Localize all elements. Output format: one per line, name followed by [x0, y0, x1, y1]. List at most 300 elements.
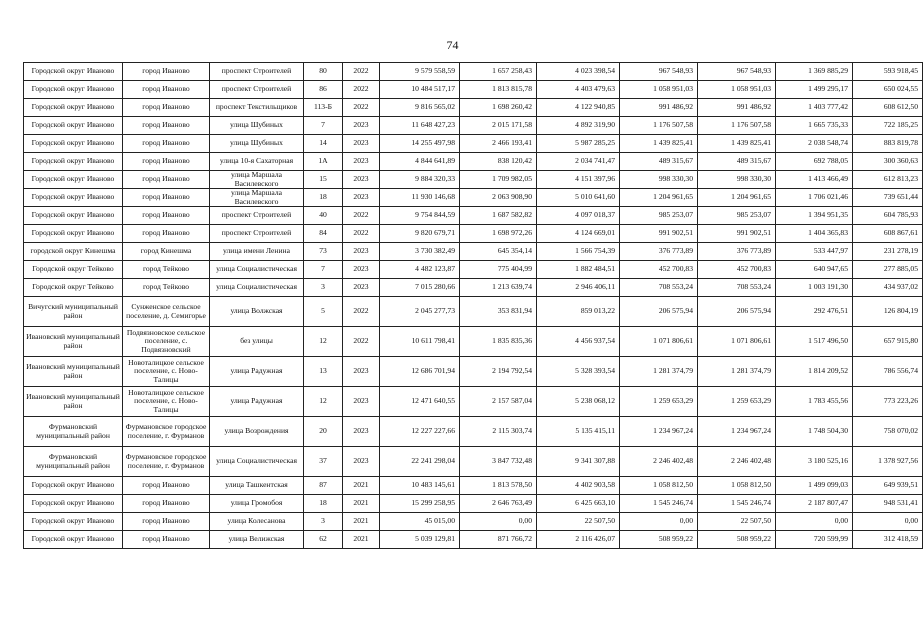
table-row	[24, 171, 923, 189]
amount-cell: 985 253,07	[698, 207, 776, 225]
town-cell: Сунженское сельское поселение, д. Семигорье	[123, 297, 210, 327]
amount-cell: 773 223,26	[853, 387, 923, 417]
table-row	[24, 81, 923, 99]
house-number-cell: 3	[304, 279, 343, 297]
amount-cell: 5 328 393,54	[537, 357, 620, 387]
year-cell: 2023	[343, 243, 380, 261]
amount-cell: 14 255 497,98	[380, 135, 460, 153]
amount-cell: 2 646 763,49	[460, 495, 537, 513]
amount-cell: 991 902,51	[620, 225, 698, 243]
amount-cell: 1 748 504,30	[776, 417, 853, 447]
table-row	[24, 99, 923, 117]
town-cell: город Иваново	[123, 531, 210, 549]
amount-cell: 657 915,80	[853, 327, 923, 357]
amount-cell: 1 698 260,42	[460, 99, 537, 117]
street-cell: улица Социалистическая	[210, 279, 304, 297]
year-cell: 2023	[343, 189, 380, 207]
amount-cell: 292 476,51	[776, 297, 853, 327]
amount-cell: 1 566 754,39	[537, 243, 620, 261]
table-row	[24, 495, 923, 513]
amount-cell: 1 259 653,29	[620, 387, 698, 417]
amount-cell: 604 785,93	[853, 207, 923, 225]
amount-cell: 1 071 806,61	[620, 327, 698, 357]
amount-cell: 2 116 426,07	[537, 531, 620, 549]
table-body	[24, 63, 923, 549]
table-row	[24, 117, 923, 135]
table-row	[24, 189, 923, 207]
amount-cell: 1 706 021,46	[776, 189, 853, 207]
district-cell: Городской округ Иваново	[24, 63, 123, 81]
amount-cell: 608 612,50	[853, 99, 923, 117]
house-number-cell: 20	[304, 417, 343, 447]
district-cell: Фурмановский муниципальный район	[24, 417, 123, 447]
street-cell: улица Социалистическая	[210, 261, 304, 279]
amount-cell: 708 553,24	[620, 279, 698, 297]
town-cell: город Тейково	[123, 279, 210, 297]
amount-cell: 1 058 812,50	[620, 477, 698, 495]
street-cell: улица Социалистическая	[210, 447, 304, 477]
amount-cell: 1 281 374,79	[620, 357, 698, 387]
amount-cell: 593 918,45	[853, 63, 923, 81]
amount-cell: 1 813 815,78	[460, 81, 537, 99]
amount-cell: 4 482 123,87	[380, 261, 460, 279]
street-cell: без улицы	[210, 327, 304, 357]
street-cell: улица имени Ленина	[210, 243, 304, 261]
table-row	[24, 207, 923, 225]
street-cell: улица Радужная	[210, 387, 304, 417]
amount-cell: 758 070,02	[853, 417, 923, 447]
amount-cell: 1 404 365,83	[776, 225, 853, 243]
amount-cell: 1 204 961,65	[620, 189, 698, 207]
amount-cell: 838 120,42	[460, 153, 537, 171]
amount-cell: 1 234 967,24	[698, 417, 776, 447]
amount-cell: 300 360,63	[853, 153, 923, 171]
district-cell: Городской округ Иваново	[24, 153, 123, 171]
town-cell: Новоталицкое сельское поселение, с. Ново-Талицы	[123, 387, 210, 417]
amount-cell: 1 413 466,49	[776, 171, 853, 189]
amount-cell: 998 330,30	[698, 171, 776, 189]
street-cell: проспект Текстильщиков	[210, 99, 304, 117]
amount-cell: 12 686 701,94	[380, 357, 460, 387]
amount-cell: 991 486,92	[698, 99, 776, 117]
amount-cell: 1 439 825,41	[698, 135, 776, 153]
amount-cell: 2 115 303,74	[460, 417, 537, 447]
house-number-cell: 5	[304, 297, 343, 327]
table-row	[24, 417, 923, 447]
table-row	[24, 387, 923, 417]
amount-cell: 11 930 146,68	[380, 189, 460, 207]
amount-cell: 649 939,51	[853, 477, 923, 495]
house-number-cell: 62	[304, 531, 343, 549]
year-cell: 2022	[343, 327, 380, 357]
year-cell: 2021	[343, 477, 380, 495]
amount-cell: 312 418,59	[853, 531, 923, 549]
district-cell: Городской округ Иваново	[24, 477, 123, 495]
amount-cell: 985 253,07	[620, 207, 698, 225]
house-number-cell: 40	[304, 207, 343, 225]
amount-cell: 1 687 582,82	[460, 207, 537, 225]
amount-cell: 3 847 732,48	[460, 447, 537, 477]
amount-cell: 1 369 885,29	[776, 63, 853, 81]
amount-cell: 2 466 193,41	[460, 135, 537, 153]
amount-cell: 7 015 280,66	[380, 279, 460, 297]
amount-cell: 206 575,94	[620, 297, 698, 327]
amount-cell: 991 902,51	[698, 225, 776, 243]
house-number-cell: 84	[304, 225, 343, 243]
amount-cell: 1 176 507,58	[620, 117, 698, 135]
table-row	[24, 297, 923, 327]
town-cell: город Иваново	[123, 477, 210, 495]
amount-cell: 1 071 806,61	[698, 327, 776, 357]
street-cell: улица Шубиных	[210, 117, 304, 135]
amount-cell: 1 403 777,42	[776, 99, 853, 117]
amount-cell: 1 439 825,41	[620, 135, 698, 153]
house-number-cell: 7	[304, 117, 343, 135]
amount-cell: 376 773,89	[698, 243, 776, 261]
amount-cell: 2 063 908,90	[460, 189, 537, 207]
amount-cell: 2 246 402,48	[620, 447, 698, 477]
district-cell: Городской округ Иваново	[24, 225, 123, 243]
year-cell: 2022	[343, 81, 380, 99]
table-row	[24, 225, 923, 243]
year-cell: 2023	[343, 357, 380, 387]
table-row	[24, 243, 923, 261]
district-cell: Городской округ Иваново	[24, 207, 123, 225]
amount-cell: 1 882 484,51	[537, 261, 620, 279]
year-cell: 2022	[343, 99, 380, 117]
amount-cell: 5 238 068,12	[537, 387, 620, 417]
table-row	[24, 357, 923, 387]
district-cell: Городской округ Иваново	[24, 117, 123, 135]
amount-cell: 4 097 018,37	[537, 207, 620, 225]
amount-cell: 452 700,83	[698, 261, 776, 279]
amount-cell: 1 234 967,24	[620, 417, 698, 447]
year-cell: 2023	[343, 153, 380, 171]
amount-cell: 206 575,94	[698, 297, 776, 327]
amount-cell: 786 556,74	[853, 357, 923, 387]
town-cell: город Иваново	[123, 117, 210, 135]
table-row	[24, 477, 923, 495]
amount-cell: 1 517 496,50	[776, 327, 853, 357]
year-cell: 2023	[343, 279, 380, 297]
amount-cell: 2 015 171,58	[460, 117, 537, 135]
house-number-cell: 12	[304, 387, 343, 417]
town-cell: город Иваново	[123, 171, 210, 189]
district-cell: Городской округ Иваново	[24, 99, 123, 117]
town-cell: город Иваново	[123, 189, 210, 207]
amount-cell: 452 700,83	[620, 261, 698, 279]
street-cell: улица Велижская	[210, 531, 304, 549]
amount-cell: 2 045 277,73	[380, 297, 460, 327]
year-cell: 2023	[343, 171, 380, 189]
year-cell: 2023	[343, 417, 380, 447]
year-cell: 2021	[343, 495, 380, 513]
amount-cell: 1 545 246,74	[698, 495, 776, 513]
amount-cell: 11 648 427,23	[380, 117, 460, 135]
table-row	[24, 261, 923, 279]
amount-cell: 5 039 129,81	[380, 531, 460, 549]
amount-cell: 1 281 374,79	[698, 357, 776, 387]
house-number-cell: 7	[304, 261, 343, 279]
amount-cell: 1 204 961,65	[698, 189, 776, 207]
amount-cell: 1 499 295,17	[776, 81, 853, 99]
amount-cell: 2 194 792,54	[460, 357, 537, 387]
year-cell: 2022	[343, 297, 380, 327]
street-cell: улица Маршала Василевского	[210, 189, 304, 207]
town-cell: Фурмановское городское поселение, г. Фурманов	[123, 417, 210, 447]
house-number-cell: 1А	[304, 153, 343, 171]
table-row	[24, 153, 923, 171]
town-cell: город Иваново	[123, 225, 210, 243]
town-cell: город Иваново	[123, 495, 210, 513]
table-row	[24, 513, 923, 531]
amount-cell: 722 185,25	[853, 117, 923, 135]
amount-cell: 1 665 735,33	[776, 117, 853, 135]
amount-cell: 1 213 639,74	[460, 279, 537, 297]
amount-cell: 1 709 982,05	[460, 171, 537, 189]
district-cell: Городской округ Иваново	[24, 495, 123, 513]
amount-cell: 1 003 191,30	[776, 279, 853, 297]
amount-cell: 1 835 835,36	[460, 327, 537, 357]
amount-cell: 4 124 669,01	[537, 225, 620, 243]
street-cell: улица Радужная	[210, 357, 304, 387]
year-cell: 2023	[343, 387, 380, 417]
amount-cell: 859 013,22	[537, 297, 620, 327]
street-cell: улица Громобоя	[210, 495, 304, 513]
amount-cell: 489 315,67	[620, 153, 698, 171]
amount-cell: 1 394 951,35	[776, 207, 853, 225]
amount-cell: 0,00	[460, 513, 537, 531]
amount-cell: 948 531,41	[853, 495, 923, 513]
house-number-cell: 87	[304, 477, 343, 495]
district-cell: Городской округ Иваново	[24, 189, 123, 207]
district-cell: Ивановский муниципальный район	[24, 387, 123, 417]
year-cell: 2023	[343, 261, 380, 279]
amount-cell: 650 024,55	[853, 81, 923, 99]
year-cell: 2023	[343, 135, 380, 153]
town-cell: Фурмановское городское поселение, г. Фурманов	[123, 447, 210, 477]
house-number-cell: 113-Б	[304, 99, 343, 117]
year-cell: 2021	[343, 513, 380, 531]
amount-cell: 1 813 578,50	[460, 477, 537, 495]
amount-cell: 231 278,19	[853, 243, 923, 261]
amount-cell: 4 844 641,89	[380, 153, 460, 171]
amount-cell: 22 241 298,04	[380, 447, 460, 477]
amount-cell: 353 831,94	[460, 297, 537, 327]
amount-cell: 5 010 641,60	[537, 189, 620, 207]
amount-cell: 533 447,97	[776, 243, 853, 261]
amount-cell: 4 403 479,63	[537, 81, 620, 99]
amount-cell: 2 034 741,47	[537, 153, 620, 171]
amount-cell: 9 816 565,02	[380, 99, 460, 117]
amount-cell: 1 058 951,03	[698, 81, 776, 99]
amount-cell: 2 246 402,48	[698, 447, 776, 477]
amount-cell: 0,00	[853, 513, 923, 531]
amount-cell: 4 402 903,58	[537, 477, 620, 495]
amount-cell: 9 884 320,33	[380, 171, 460, 189]
amount-cell: 45 015,00	[380, 513, 460, 531]
amount-cell: 22 507,50	[537, 513, 620, 531]
amount-cell: 692 788,05	[776, 153, 853, 171]
amount-cell: 6 425 663,10	[537, 495, 620, 513]
amount-cell: 10 484 517,17	[380, 81, 460, 99]
amount-cell: 720 599,99	[776, 531, 853, 549]
amount-cell: 991 486,92	[620, 99, 698, 117]
amount-cell: 10 483 145,61	[380, 477, 460, 495]
amount-cell: 5 135 415,11	[537, 417, 620, 447]
amount-cell: 1 499 099,03	[776, 477, 853, 495]
year-cell: 2023	[343, 117, 380, 135]
house-number-cell: 13	[304, 357, 343, 387]
amount-cell: 508 959,22	[698, 531, 776, 549]
amount-cell: 22 507,50	[698, 513, 776, 531]
town-cell: город Иваново	[123, 513, 210, 531]
amount-cell: 1 783 455,56	[776, 387, 853, 417]
amount-cell: 12 227 227,66	[380, 417, 460, 447]
street-cell: проспект Строителей	[210, 225, 304, 243]
district-cell: Городской округ Иваново	[24, 171, 123, 189]
town-cell: город Иваново	[123, 153, 210, 171]
page-number: 74	[446, 38, 459, 52]
amount-cell: 376 773,89	[620, 243, 698, 261]
amount-cell: 967 548,93	[620, 63, 698, 81]
town-cell: город Кинешма	[123, 243, 210, 261]
table-row	[24, 327, 923, 357]
amount-cell: 9 579 558,59	[380, 63, 460, 81]
data-table	[23, 62, 923, 549]
amount-cell: 708 553,24	[698, 279, 776, 297]
amount-cell: 9 341 307,88	[537, 447, 620, 477]
district-cell: Городской округ Тейково	[24, 279, 123, 297]
amount-cell: 1 259 653,29	[698, 387, 776, 417]
table-row	[24, 63, 923, 81]
amount-cell: 4 456 937,54	[537, 327, 620, 357]
amount-cell: 508 959,22	[620, 531, 698, 549]
amount-cell: 1 814 209,52	[776, 357, 853, 387]
town-cell: город Иваново	[123, 63, 210, 81]
amount-cell: 1 058 951,03	[620, 81, 698, 99]
house-number-cell: 37	[304, 447, 343, 477]
street-cell: улица Колесанова	[210, 513, 304, 531]
street-cell: улица Шубиных	[210, 135, 304, 153]
district-cell: Городской округ Иваново	[24, 513, 123, 531]
town-cell: город Иваново	[123, 81, 210, 99]
table-row	[24, 279, 923, 297]
street-cell: проспект Строителей	[210, 63, 304, 81]
town-cell: город Иваново	[123, 207, 210, 225]
district-cell: Вичугский муниципальный район	[24, 297, 123, 327]
house-number-cell: 15	[304, 171, 343, 189]
street-cell: улица Маршала Василевского	[210, 171, 304, 189]
year-cell: 2021	[343, 531, 380, 549]
amount-cell: 1 378 927,56	[853, 447, 923, 477]
amount-cell: 0,00	[620, 513, 698, 531]
amount-cell: 640 947,65	[776, 261, 853, 279]
amount-cell: 489 315,67	[698, 153, 776, 171]
amount-cell: 1 545 246,74	[620, 495, 698, 513]
town-cell: Новоталицкое сельское поселение, с. Ново-Талицы	[123, 357, 210, 387]
amount-cell: 0,00	[776, 513, 853, 531]
district-cell: городской округ Кинешма	[24, 243, 123, 261]
amount-cell: 645 354,14	[460, 243, 537, 261]
table-row	[24, 135, 923, 153]
house-number-cell: 18	[304, 189, 343, 207]
street-cell: проспект Строителей	[210, 207, 304, 225]
amount-cell: 12 471 640,55	[380, 387, 460, 417]
amount-cell: 608 867,61	[853, 225, 923, 243]
house-number-cell: 12	[304, 327, 343, 357]
amount-cell: 998 330,30	[620, 171, 698, 189]
amount-cell: 126 804,19	[853, 297, 923, 327]
street-cell: улица Ташкентская	[210, 477, 304, 495]
street-cell: улица Волжская	[210, 297, 304, 327]
amount-cell: 4 023 398,54	[537, 63, 620, 81]
amount-cell: 1 698 972,26	[460, 225, 537, 243]
amount-cell: 2 946 406,11	[537, 279, 620, 297]
amount-cell: 15 299 258,95	[380, 495, 460, 513]
house-number-cell: 18	[304, 495, 343, 513]
amount-cell: 10 611 798,41	[380, 327, 460, 357]
town-cell: город Тейково	[123, 261, 210, 279]
amount-cell: 612 813,23	[853, 171, 923, 189]
amount-cell: 739 651,44	[853, 189, 923, 207]
year-cell: 2022	[343, 225, 380, 243]
house-number-cell: 3	[304, 513, 343, 531]
amount-cell: 967 548,93	[698, 63, 776, 81]
amount-cell: 871 766,72	[460, 531, 537, 549]
amount-cell: 9 754 844,59	[380, 207, 460, 225]
house-number-cell: 80	[304, 63, 343, 81]
house-number-cell: 86	[304, 81, 343, 99]
town-cell: город Иваново	[123, 135, 210, 153]
table-row	[24, 531, 923, 549]
year-cell: 2022	[343, 63, 380, 81]
amount-cell: 4 151 397,96	[537, 171, 620, 189]
district-cell: Ивановский муниципальный район	[24, 327, 123, 357]
district-cell: Городской округ Тейково	[24, 261, 123, 279]
town-cell: город Иваново	[123, 99, 210, 117]
amount-cell: 277 885,05	[853, 261, 923, 279]
district-cell: Городской округ Иваново	[24, 135, 123, 153]
amount-cell: 2 157 587,04	[460, 387, 537, 417]
amount-cell: 883 819,78	[853, 135, 923, 153]
amount-cell: 3 180 525,16	[776, 447, 853, 477]
town-cell: Подвязновское сельское поселение, с. Подвязновский	[123, 327, 210, 357]
house-number-cell: 73	[304, 243, 343, 261]
district-cell: Городской округ Иваново	[24, 81, 123, 99]
district-cell: Ивановский муниципальный район	[24, 357, 123, 387]
street-cell: проспект Строителей	[210, 81, 304, 99]
amount-cell: 2 187 807,47	[776, 495, 853, 513]
amount-cell: 1 176 507,58	[698, 117, 776, 135]
amount-cell: 775 404,99	[460, 261, 537, 279]
amount-cell: 5 987 285,25	[537, 135, 620, 153]
amount-cell: 4 892 319,90	[537, 117, 620, 135]
amount-cell: 2 038 548,74	[776, 135, 853, 153]
table-row	[24, 447, 923, 477]
year-cell: 2022	[343, 207, 380, 225]
street-cell: улица 10-я Сахаторная	[210, 153, 304, 171]
year-cell: 2023	[343, 447, 380, 477]
amount-cell: 1 058 812,50	[698, 477, 776, 495]
district-cell: Фурмановский муниципальный район	[24, 447, 123, 477]
street-cell: улица Возрождения	[210, 417, 304, 447]
amount-cell: 1 657 258,43	[460, 63, 537, 81]
amount-cell: 434 937,02	[853, 279, 923, 297]
district-cell: Городской округ Иваново	[24, 531, 123, 549]
amount-cell: 4 122 940,85	[537, 99, 620, 117]
amount-cell: 9 820 679,71	[380, 225, 460, 243]
